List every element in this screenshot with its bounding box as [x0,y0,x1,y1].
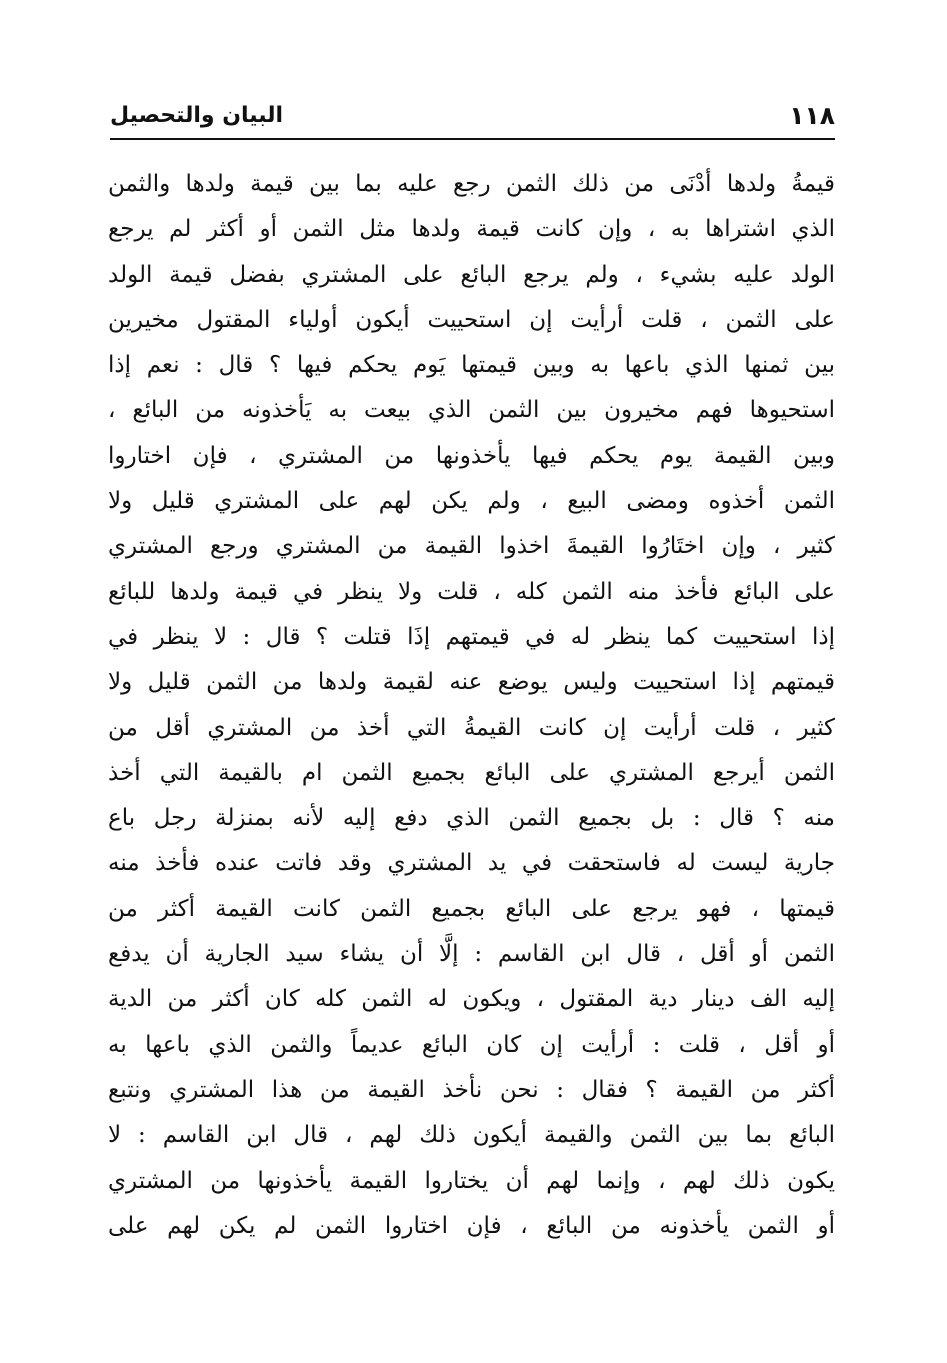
text-line: على البائع فأخذ منه الثمن كله ، قلت ولا ينظر في قيمة ولدها للبائع [108,578,835,605]
text-line: إذا استحييت كما ينظر له في قيمتهم إذَا قتلت ؟ قال : لا ينظر في [108,623,835,650]
text-line: الثمن أيرجع المشتري على البائع بجميع الثمن ام بالقيمة التي أخذ [108,759,835,786]
page-number: ١١٨ [789,100,835,130]
text-line: قيمتها ، فهو يرجع على البائع بجميع الثمن كانت القيمة أكثر من [108,895,835,922]
text-line: منه ؟ قال : بل بجميع الثمن الذي دفع إليه لأنه بمنزلة رجل باع [108,805,835,832]
text-line: جارية ليست له فاستحقت في يد المشتري وقد فاتت عنده فأخذ منه [108,850,835,877]
text-line: استحيوها فهم مخيرون بين الثمن الذي بيعت به يَأخذونه من البائع ، [108,397,835,424]
text-line: إليه الف دينار دية المقتول ، ويكون له الثمن كله كان أكثر من الدية [108,986,835,1013]
text-line: الولد عليه بشيء ، ولم يرجع البائع على المشتري بفضل قيمة الولد [108,261,835,288]
text-line: يكون ذلك لهم ، وإنما لهم أن يختاروا القيمة يأخذونها من المشتري [108,1167,835,1194]
text-line: أكثر من القيمة ؟ فقال : نحن نأخذ القيمة من هذا المشتري ونتبع [108,1076,835,1103]
book-title: البيان والتحصيل [110,102,284,128]
text-line: كثير ، وإن اختَارُوا القيمةَ اخذوا القيمة من المشتري ورجع المشتري [108,533,835,560]
text-line: بين ثمنها الذي باعها به وبين قيمتها يَوم يحكم فيها ؟ قال : نعم إذا [108,352,835,379]
text-line: أو أقل ، قلت : أرأيت إن كان البائع عديماً والثمن الذي باعها به [108,1031,835,1058]
text-line: على الثمن ، قلت أرأيت إن استحييت أيكون أولياء المقتول مخيرين [108,306,835,333]
text-line: كثير ، قلت أرأيت إن كانت القيمةُ التي أخذ من المشتري أقل من [108,714,835,741]
body-text [108,162,835,1249]
text-line: وبين القيمة يوم يحكم فيها يأخذونها من المشتري ، فإن اختاروا [108,442,835,469]
running-header [110,92,835,140]
text-line: أو الثمن يأخذونه من البائع ، فإن اختاروا الثمن لم يكن لهم على [108,1212,835,1239]
text-line: الثمن أخذوه ومضى البيع ، ولم يكن لهم على المشتري قليل ولا [108,488,835,515]
text-line: الذي اشتراها به ، وإن كانت قيمة ولدها مثل الثمن أو أكثر لم يرجع [108,216,835,243]
text-line: قيمتهم إذا استحييت وليس يوضع عنه لقيمة ولدها من الثمن قليل ولا [108,669,835,696]
text-line: الثمن أو أقل ، قال ابن القاسم : إلَّا أن يشاء سيد الجارية أن يدفع [108,941,835,968]
text-line: البائع بما بين الثمن والقيمة أيكون ذلك لهم ، قال ابن القاسم : لا [108,1122,835,1149]
text-line: قيمةُ ولدها أدْنَى من ذلك الثمن رجع عليه بما بين قيمة ولدها والثمن [108,171,835,197]
